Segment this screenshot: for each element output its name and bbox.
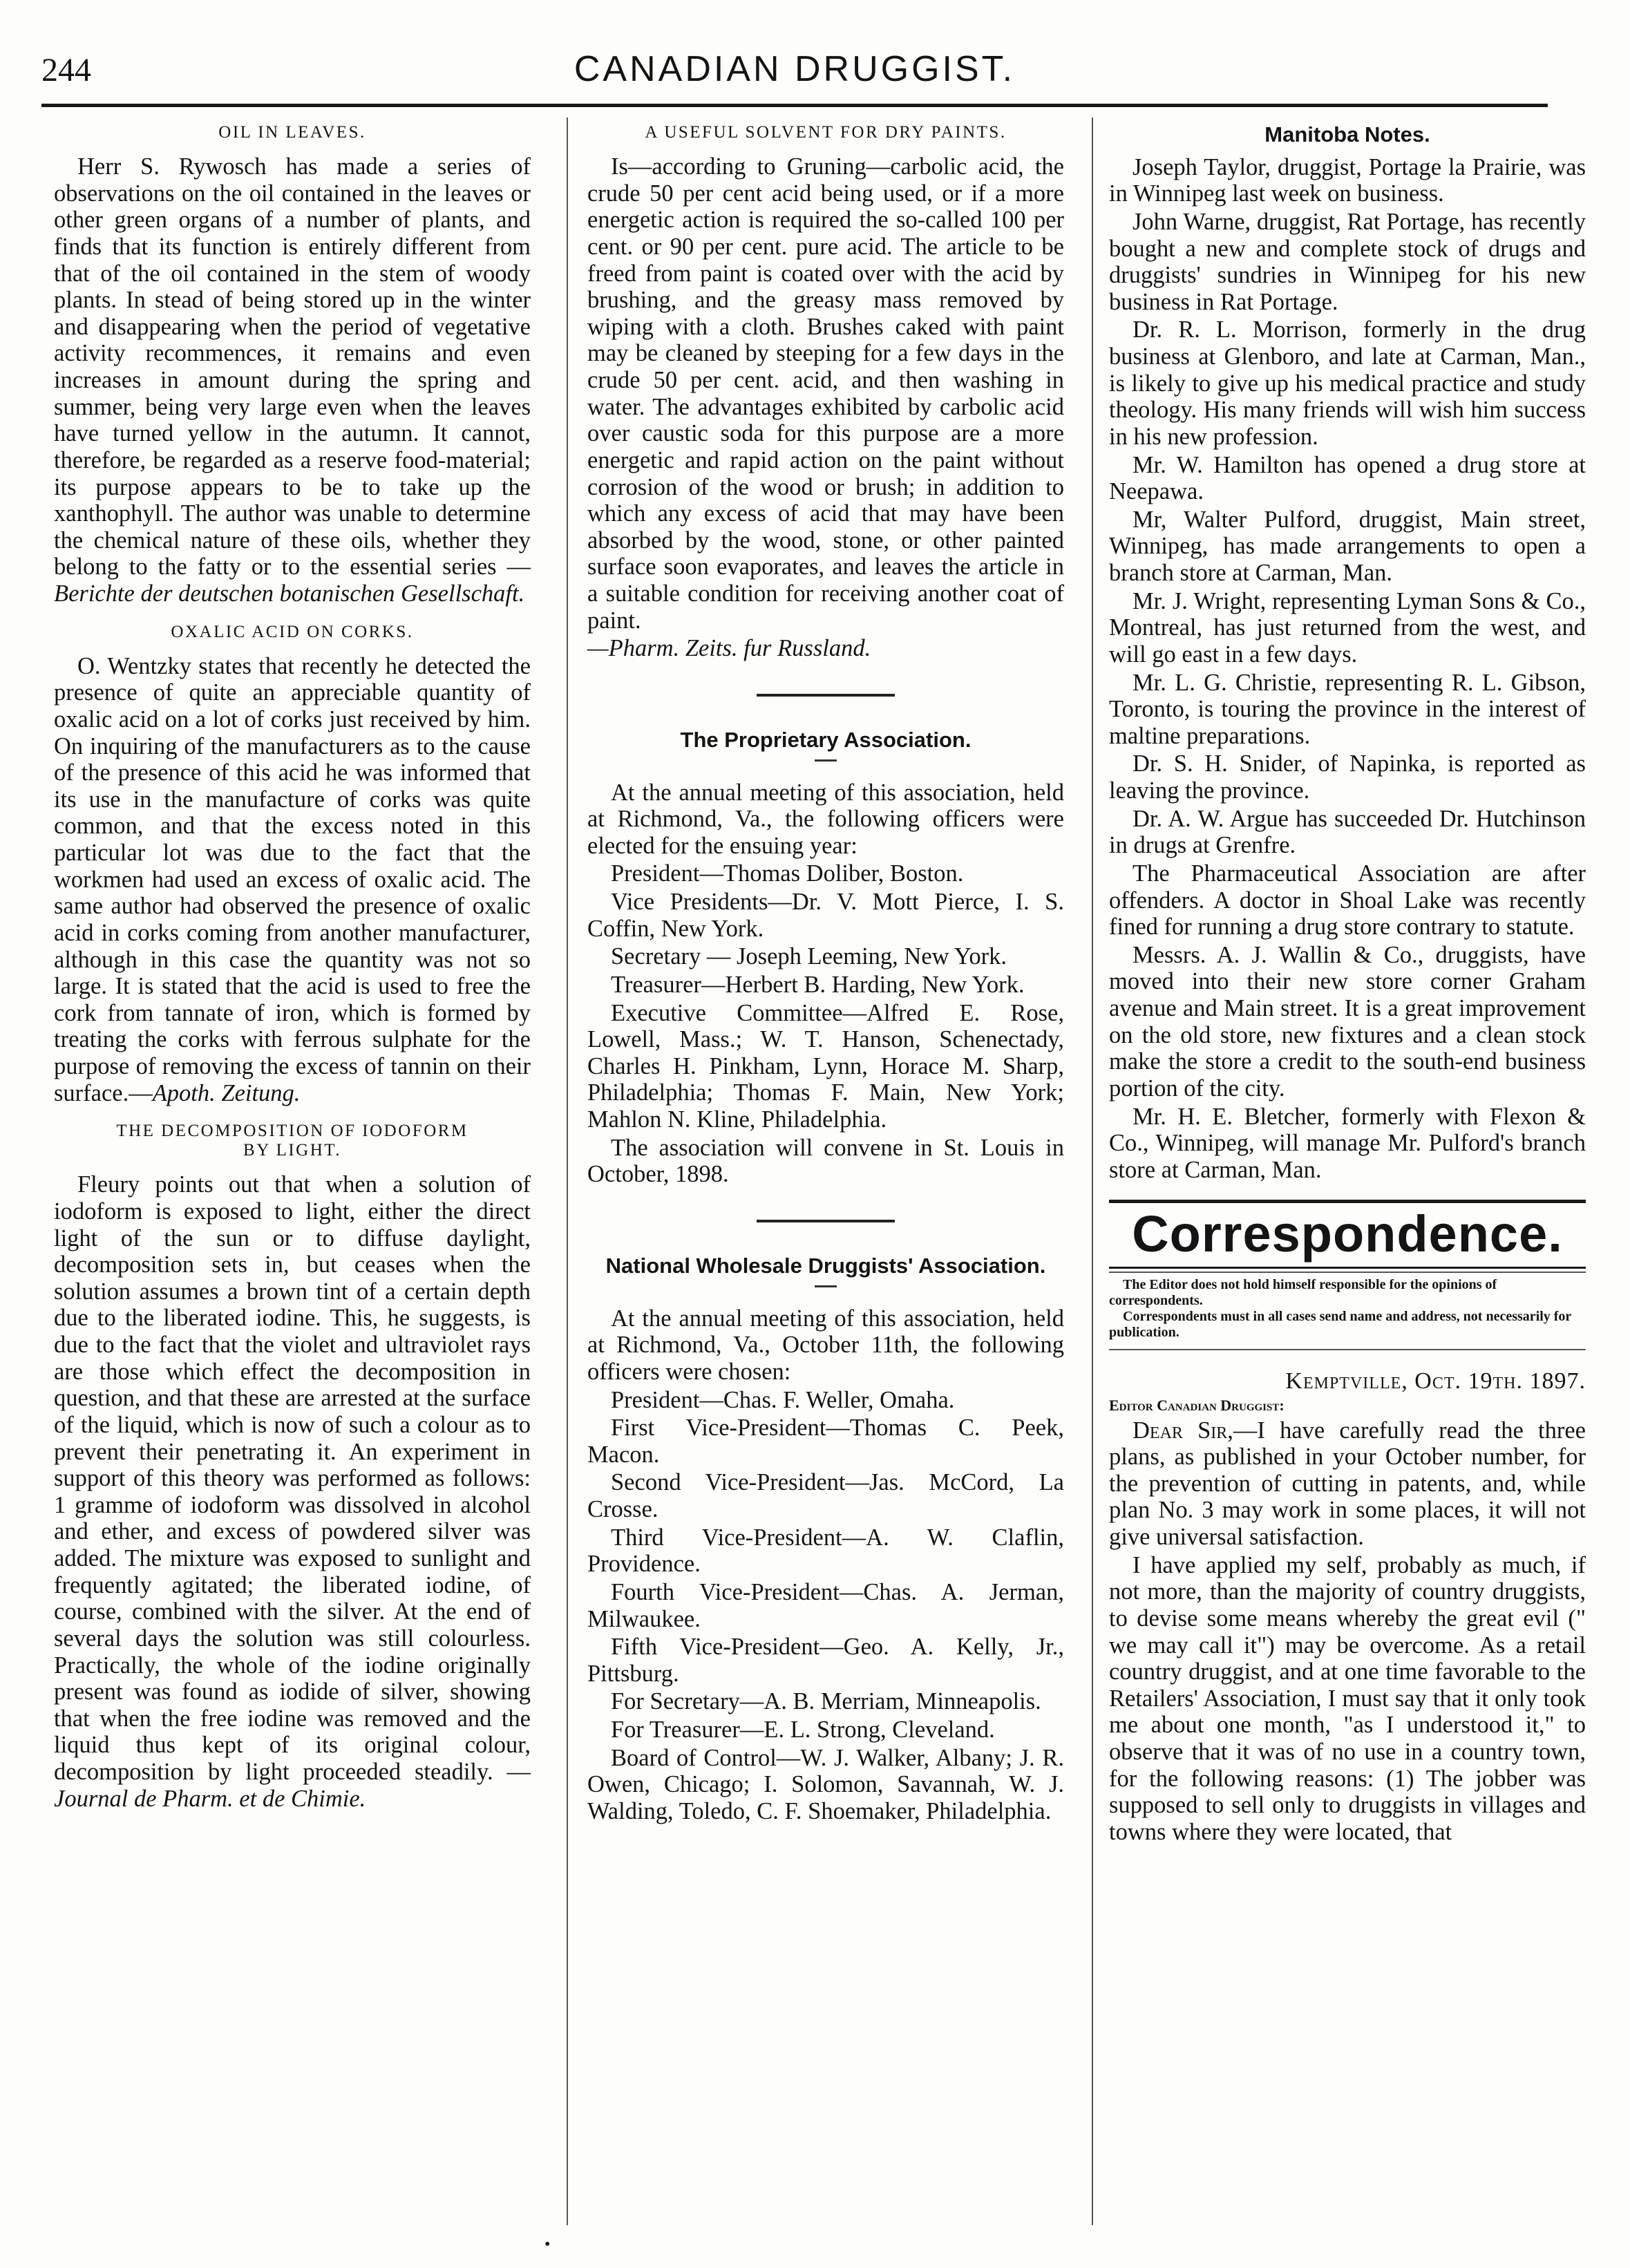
correspondence-title: Correspondence. xyxy=(1132,1205,1563,1263)
source-citation: Berichte der deutschen botanischen Gesellschaft. xyxy=(54,580,525,607)
article-body xyxy=(54,653,531,1107)
section-separator xyxy=(757,1220,895,1222)
column-left xyxy=(54,123,531,1812)
correspondence-banner xyxy=(1109,1200,1586,1268)
officer-entry: For Secretary—A. B. Merriam, Minneapolis. xyxy=(611,1688,1041,1715)
body-text: Herr S. Rywosch has made a series of observations on the oil contained in the leaves or other green organs of a number of plants, and finds that its function is entirely different from that of the oil contained in the stem of woody plants. In stead of being stored up in the winter and disappearing when the period of vegetative activity recommences, it remains and even increases in amount during the spring and summer, being very large even when the leaves have turned yellow in the autumn. It cannot, therefore, be regarded as a reserve food-material; its purpose appears to be to take up the xanthophyll. The author was unable to determine the chemical nature of these oils, whether they belong to the fatty or to the essential series — xyxy=(54,153,531,580)
body-text: Is—according to Gruning—carbolic acid, the crude 50 per cent acid being used, or if a more energetic action is required the so-called 100 per cent. or 90 per cent. pure acid. The article to be freed from paint is coated over with the acid by brushing, and the greasy mass removed by wiping with a cloth. Brushes caked with paint may be cleaned by steeping for a few days in the crude 50 per cent. acid, and then washing in water. The advantages exhibited by carbolic acid over caustic soda for this purpose are a more energetic and rapid action on the paint without corrosion of the wood or brush; in addition to which any excess of acid that may have been absorbed by the wood, stone, or other painted surface soon evaporates, and leaves the article in a suitable condition for receiving another coat of paint. xyxy=(587,153,1064,634)
body-text: —I have carefully read the three plans, as published in your October number, for the prevention of cutting in patents, and, while plan No. 3 may work in some places, it will not give universal satisfaction. xyxy=(1109,1417,1586,1551)
letter-paragraph xyxy=(1109,1417,1586,1551)
section-heading-national-wholesale: National Wholesale Druggists' Association. xyxy=(605,1253,1046,1278)
officer-entry: Third Vice-President—A. W. Claflin, Providence. xyxy=(587,1524,1064,1578)
bottom-mark: • xyxy=(544,2236,551,2253)
section-separator xyxy=(757,694,895,697)
letter-salutation: Editor Canadian Druggist: xyxy=(1109,1396,1285,1414)
news-item: The Pharmaceutical Association are after offenders. A doctor in Shoal Lake was recently fined for running a drug store contrary to statute. xyxy=(1109,860,1586,941)
article-body xyxy=(587,153,1064,634)
page-header xyxy=(41,43,1548,112)
editor-disclaimer xyxy=(1109,1272,1586,1345)
letter-greeting: Dear Sir, xyxy=(1133,1417,1233,1444)
officer-entry: The association will convene in St. Louis in October, 1898. xyxy=(587,1134,1064,1188)
news-item: Messrs. A. J. Wallin & Co., druggists, have moved into their new store corner Graham avenue and Main street. It is a great improvement on the old store, new fixtures and a clean stock make the store a credit to the south-end business portion of the city. xyxy=(1109,941,1586,1102)
officer-entry: Board of Control—W. J. Walker, Albany; J. R. Owen, Chicago; I. Solomon, Savannah, W. J. Walding, Toledo, C. F. Shoemaker, Philadelphia. xyxy=(587,1744,1064,1824)
officer-entry: Treasurer—Herbert B. Harding, New York. xyxy=(611,971,1025,998)
divider xyxy=(1109,1349,1586,1350)
intro-paragraph: At the annual meeting of this association, held at Richmond, Va., October 11th, the following officers were chosen: xyxy=(587,1305,1064,1385)
section-heading-proprietary: The Proprietary Association. xyxy=(680,727,972,752)
officer-entry: President—Chas. F. Weller, Omaha. xyxy=(611,1386,955,1413)
officer-entry: Fourth Vice-President—Chas. A. Jerman, Milwaukee. xyxy=(587,1578,1064,1632)
article-body xyxy=(54,153,531,607)
officer-entry: Secretary — Joseph Leeming, New York. xyxy=(611,943,1007,970)
article-body xyxy=(54,1171,531,1812)
news-item: Mr. W. Hamilton has opened a drug store at Neepawa. xyxy=(1109,451,1586,505)
letter-dateline: Kemptville, Oct. 19th. 1897. xyxy=(1285,1368,1586,1394)
officer-entry: For Treasurer—E. L. Strong, Cleveland. xyxy=(611,1717,995,1743)
news-item: John Warne, druggist, Rat Portage, has recently bought a new and complete stock of drugs and druggists' sundries in Winnipeg for his new business in Rat Portage. xyxy=(1109,208,1586,315)
officer-entry: Vice Presidents—Dr. V. Mott Pierce, I. S. Coffin, New York. xyxy=(587,889,1064,942)
column-divider xyxy=(1092,117,1093,2225)
disclaimer-line: Correspondents must in all cases send name and address, not necessarily for publication. xyxy=(1109,1308,1571,1340)
header-rule xyxy=(41,104,1548,107)
body-text: O. Wentzky states that recently he detected the presence of quite an appreciable quantity of oxalic acid on a lot of corks just received by him. On inquiring of the manufacturers as to the cause of the presence of this acid he was informed that its use in the manufacture of corks was quite common, and that the excess noted in this particular lot was due to the fact that the workmen had used an excess of oxalic acid. The same author had observed the presence of oxalic acid in corks coming from another manufacturer, although in this case the quantity was not so large. It is stated that the acid is used to free the cork from tannate of iron, which is formed by treating the corks with ferrous sulphate for the purpose of removing the excess of tannin on their surface.— xyxy=(54,652,531,1106)
column-middle xyxy=(587,123,1064,1825)
short-rule xyxy=(815,759,837,762)
officer-entry: Second Vice-President—Jas. McCord, La Crosse. xyxy=(587,1469,1064,1523)
source-citation: Journal de Pharm. et de Chimie. xyxy=(54,1785,366,1812)
officer-entry: Fifth Vice-President—Geo. A. Kelly, Jr., Pittsburg. xyxy=(587,1634,1064,1687)
short-rule xyxy=(815,1285,837,1287)
news-item: Dr. A. W. Argue has succeeded Dr. Hutchinson in drugs at Grenfre. xyxy=(1109,805,1586,859)
body-text: Fleury points out that when a solution of iodoform is exposed to light, either the direct light of the sun or to diffuse daylight, decomposition sets in, but ceases when the solution assumes a brown tint of a certain depth due to the liberated iodine. This, he suggests, is due to the fact that the violet and ultraviolet rays are those which effect the decomposition in question, and that these are arrested at the surface of the liquid, which is now of such a colour as to prevent their penetrating it. An experiment in support of this theory was performed as follows: 1 gramme of iodoform was dissolved in alcohol and ether, and excess of powdered silver was added. The mixture was exposed to sunlight and frequently agitated; the liberated iodine, of course, combined with the silver. At the end of several days the solution was still colourless. Practically, the whole of the iodine originally present was found as iodide of silver, showing that when the free iodine was removed and the liquid thus kept of its original colour, decomposition by light proceeded steadily. — xyxy=(54,1171,531,1785)
page-number: 244 xyxy=(41,52,91,88)
officer-entry: Executive Committee—Alfred E. Rose, Lowell, Mass.; W. T. Hanson, Schenectady, Charles H. Pinkham, Lynn, Horace M. Sharp, Philadelphia; Thomas F. Main, New York; Mahlon N. Kline, Philadelphia. xyxy=(587,999,1064,1133)
letter-paragraph: I have applied my self, probably as much, if not more, than the majority of country druggists, to devise some means whereby the great evil (" we may call it") may be overcome. As a retail country druggist, and at one time favorable to the Retailers' Association, I must say that it only took me about one month, "as I understood it," to observe that it was of no use in a country town, for the following reasons: (1) The jobber was supposed to sell only to druggists in villages and towns where they were located, that xyxy=(1109,1551,1586,1845)
intro-paragraph: At the annual meeting of this association, held at Richmond, Va., the following officers were elected for the ensuing year: xyxy=(587,779,1064,859)
article-heading-oxalic-acid: OXALIC ACID ON CORKS. xyxy=(171,622,414,641)
news-item: Dr. S. H. Snider, of Napinka, is reported as leaving the province. xyxy=(1109,750,1586,804)
news-item: Dr. R. L. Morrison, formerly in the drug business at Glenboro, and late at Carman, Man., is likely to give up his medical practice and study theology. His many friends will wish him success in his new profession. xyxy=(1109,316,1586,450)
officer-entry: First Vice-President—Thomas C. Peek, Macon. xyxy=(587,1415,1064,1468)
article-heading-oil-in-leaves: OIL IN LEAVES. xyxy=(218,123,366,142)
news-item: Mr, Walter Pulford, druggist, Main street, Winnipeg, has made arrangements to open a branch store at Carman, Man. xyxy=(1109,506,1586,587)
running-title: CANADIAN DRUGGIST. xyxy=(574,49,1016,89)
column-divider xyxy=(567,117,568,2225)
article-heading-iodoform: THE DECOMPOSITION OF IODOFORM xyxy=(116,1122,468,1141)
officer-entry: President—Thomas Doliber, Boston. xyxy=(611,860,964,887)
source-citation: Apoth. Zeitung. xyxy=(152,1079,301,1106)
source-citation: —Pharm. Zeits. fur Russland. xyxy=(587,635,871,662)
news-item: Mr. L. G. Christie, representing R. L. Gibson, Toronto, is touring the province in the interest of maltine preparations. xyxy=(1109,669,1586,749)
article-heading-solvent: A USEFUL SOLVENT FOR DRY PAINTS. xyxy=(645,123,1007,142)
news-item: Joseph Taylor, druggist, Portage la Prairie, was in Winnipeg last week on business. xyxy=(1109,153,1586,207)
section-heading-manitoba: Manitoba Notes. xyxy=(1264,122,1430,147)
article-heading-iodoform-line2: BY LIGHT. xyxy=(243,1141,341,1160)
column-right xyxy=(1109,123,1586,1846)
news-item: Mr. J. Wright, representing Lyman Sons & Co., Montreal, has just returned from the west, and will go east in a few days. xyxy=(1109,587,1586,668)
disclaimer-line: The Editor does not hold himself responsible for the opinions of correspondents. xyxy=(1109,1276,1497,1308)
news-item: Mr. H. E. Bletcher, formerly with Flexon & Co., Winnipeg, will manage Mr. Pulford's branch store at Carman, Man. xyxy=(1109,1103,1586,1183)
